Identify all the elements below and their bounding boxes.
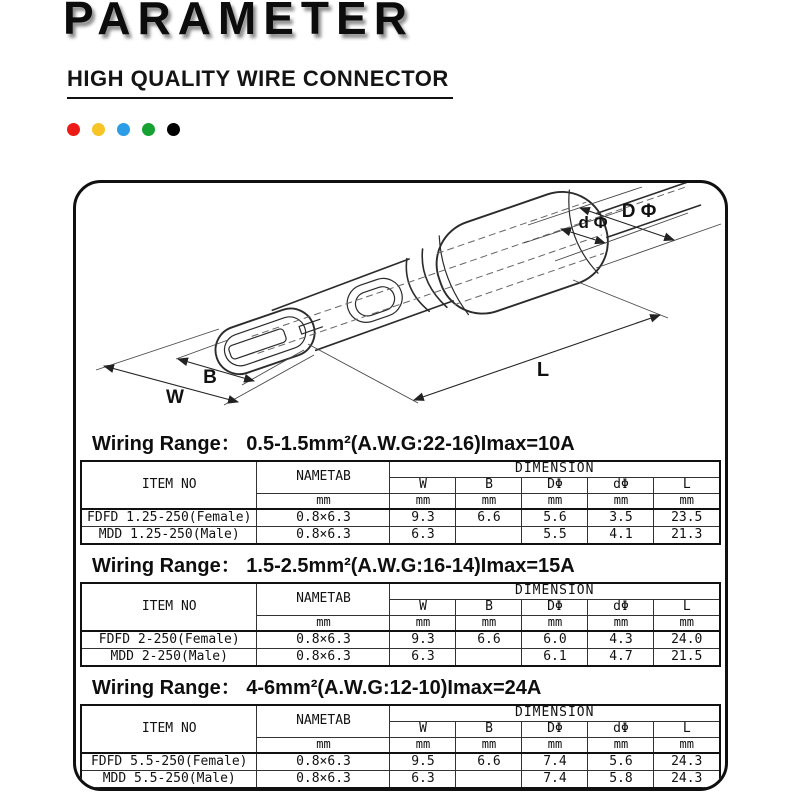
item-no-cell: FDFD 2-250(Female): [81, 631, 257, 649]
item-no-header: ITEM NO: [81, 705, 257, 753]
item-no-cell: FDFD 5.5-250(Female): [81, 753, 257, 771]
dimension-b: [176, 340, 304, 388]
tube-bottom-edge: [315, 301, 454, 350]
dimension-value-cell: 4.7: [588, 649, 654, 667]
dim-label-d-phi-outer: D Φ: [621, 201, 657, 222]
hidden-line-lower: [258, 235, 602, 354]
dimension-column-header: DΦ: [522, 478, 588, 494]
item-no-cell: MDD 1.25-250(Male): [81, 527, 257, 545]
dimension-value-cell: 6.3: [390, 527, 456, 545]
dimension-value-cell: 9.3: [390, 631, 456, 649]
dimension-value-cell: 5.6: [588, 753, 654, 771]
dimension-value-cell: 7.4: [522, 753, 588, 771]
dimension-value-cell: 24.0: [654, 631, 720, 649]
header-row-1: [81, 461, 720, 478]
nametab-cell: 0.8×6.3: [257, 509, 390, 527]
unit-cell: mm: [456, 616, 522, 632]
dimension-value-cell: 5.8: [588, 771, 654, 789]
dimension-column-header: dΦ: [588, 722, 654, 738]
dimension-value-cell: 21.5: [654, 649, 720, 667]
nametab-header: NAMETAB: [257, 705, 390, 738]
dim-label-l: L: [536, 359, 550, 381]
table-row: [81, 631, 720, 649]
dimension-d-phi: [528, 187, 721, 268]
wiring-range-heading: Wiring Range： 1.5-2.5mm²(A.W.G:16-14)Imax=15A: [92, 555, 575, 577]
spec-sections: [76, 427, 725, 789]
spec-table: [80, 582, 721, 667]
dimension-value-cell: 6.0: [522, 631, 588, 649]
front-slot: [228, 328, 287, 360]
dimension-column-header: DΦ: [522, 722, 588, 738]
unit-cell: mm: [654, 738, 720, 754]
dimension-value-cell: 5.6: [522, 509, 588, 527]
spec-section: [76, 427, 725, 545]
color-dot: [117, 123, 130, 136]
table-row: [81, 527, 720, 545]
dimension-column-header: B: [456, 722, 522, 738]
dimension-column-header: B: [456, 478, 522, 494]
dimension-column-header: dΦ: [588, 478, 654, 494]
dimension-value-cell: 6.3: [390, 649, 456, 667]
dimension-value-cell: 6.1: [522, 649, 588, 667]
dim-label-d-phi-inner: d Φ: [578, 213, 608, 232]
wiring-range-heading: Wiring Range： 4-6mm²(A.W.G:12-10)Imax=24A: [92, 677, 542, 699]
dim-label-b: B: [203, 367, 217, 388]
unit-cell: mm: [654, 494, 720, 510]
unit-cell: mm: [257, 616, 390, 632]
unit-cell: mm: [390, 738, 456, 754]
dimension-value-cell: 7.4: [522, 771, 588, 789]
header-row-1: [81, 583, 720, 600]
front-opening-outer: [209, 302, 321, 381]
item-no-header: ITEM NO: [81, 461, 257, 509]
dimension-column-header: DΦ: [522, 600, 588, 616]
dimension-column-header: W: [390, 600, 456, 616]
item-no-cell: FDFD 1.25-250(Female): [81, 509, 257, 527]
unit-cell: mm: [588, 494, 654, 510]
unit-cell: mm: [522, 738, 588, 754]
parameter-card: [73, 180, 728, 791]
dimension-column-header: W: [390, 478, 456, 494]
dimension-value-cell: 24.3: [654, 753, 720, 771]
nametab-cell: 0.8×6.3: [257, 753, 390, 771]
page-title: PARAMETER: [63, 0, 414, 44]
table-row: [81, 649, 720, 667]
dimension-value-cell: 9.5: [390, 753, 456, 771]
color-dot: [167, 123, 180, 136]
dimension-value-cell: 23.5: [654, 509, 720, 527]
header-row-1: [81, 705, 720, 722]
nametab-cell: 0.8×6.3: [257, 527, 390, 545]
dimension-column-header: B: [456, 600, 522, 616]
dimension-value-cell: 9.3: [390, 509, 456, 527]
hidden-line-barrel-top: [437, 202, 586, 253]
table-row: [81, 509, 720, 527]
hidden-line-barrel-bottom: [454, 253, 603, 304]
tab-detail: [299, 319, 322, 334]
dimension-value-cell: 6.6: [456, 631, 522, 649]
dimension-header: DIMENSION: [390, 461, 720, 478]
dimension-value-cell: [456, 527, 522, 545]
item-no-cell: MDD 2-250(Male): [81, 649, 257, 667]
table-row: [81, 771, 720, 789]
dimension-column-header: W: [390, 722, 456, 738]
tube-top-edge: [271, 259, 410, 310]
connector-technical-drawing: [76, 183, 725, 423]
dimension-header: DIMENSION: [390, 705, 720, 722]
unit-cell: mm: [390, 494, 456, 510]
spec-table: [80, 460, 721, 545]
dimension-value-cell: 6.6: [456, 753, 522, 771]
unit-cell: mm: [257, 494, 390, 510]
spec-table: [80, 704, 721, 789]
unit-cell: mm: [456, 738, 522, 754]
color-dot: [92, 123, 105, 136]
dimension-column-header: L: [654, 478, 720, 494]
spec-section: [76, 549, 725, 667]
table-row: [81, 753, 720, 771]
funnel-outer: [342, 273, 407, 327]
spec-section: [76, 671, 725, 789]
dimension-value-cell: 24.3: [654, 771, 720, 789]
unit-cell: mm: [390, 616, 456, 632]
dimension-value-cell: 6.6: [456, 509, 522, 527]
color-dots: [67, 123, 180, 136]
dimension-value-cell: [456, 649, 522, 667]
unit-cell: mm: [654, 616, 720, 632]
dimension-value-cell: 5.5: [522, 527, 588, 545]
dimension-header: DIMENSION: [390, 583, 720, 600]
nametab-header: NAMETAB: [257, 461, 390, 494]
item-no-cell: MDD 5.5-250(Male): [81, 771, 257, 789]
nametab-cell: 0.8×6.3: [257, 771, 390, 789]
page-subtitle: HIGH QUALITY WIRE CONNECTOR: [67, 66, 453, 99]
color-dot: [67, 123, 80, 136]
unit-cell: mm: [522, 494, 588, 510]
dim-label-w: W: [166, 387, 184, 408]
unit-cell: mm: [257, 738, 390, 754]
nametab-cell: 0.8×6.3: [257, 631, 390, 649]
dimension-value-cell: 3.5: [588, 509, 654, 527]
item-no-header: ITEM NO: [81, 583, 257, 631]
dimension-value-cell: 4.1: [588, 527, 654, 545]
dimension-column-header: L: [654, 722, 720, 738]
dimension-value-cell: 4.3: [588, 631, 654, 649]
dimension-column-header: L: [654, 600, 720, 616]
dimension-value-cell: 6.3: [390, 771, 456, 789]
dimension-column-header: dΦ: [588, 600, 654, 616]
unit-cell: mm: [522, 616, 588, 632]
dimension-value-cell: [456, 771, 522, 789]
color-dot: [142, 123, 155, 136]
unit-cell: mm: [588, 738, 654, 754]
wiring-range-heading: Wiring Range： 0.5-1.5mm²(A.W.G:22-16)Imax=10A: [92, 433, 575, 455]
dimension-value-cell: 21.3: [654, 527, 720, 545]
unit-cell: mm: [456, 494, 522, 510]
nametab-cell: 0.8×6.3: [257, 649, 390, 667]
unit-cell: mm: [588, 616, 654, 632]
nametab-header: NAMETAB: [257, 583, 390, 616]
collar-left-edge: [401, 257, 429, 314]
